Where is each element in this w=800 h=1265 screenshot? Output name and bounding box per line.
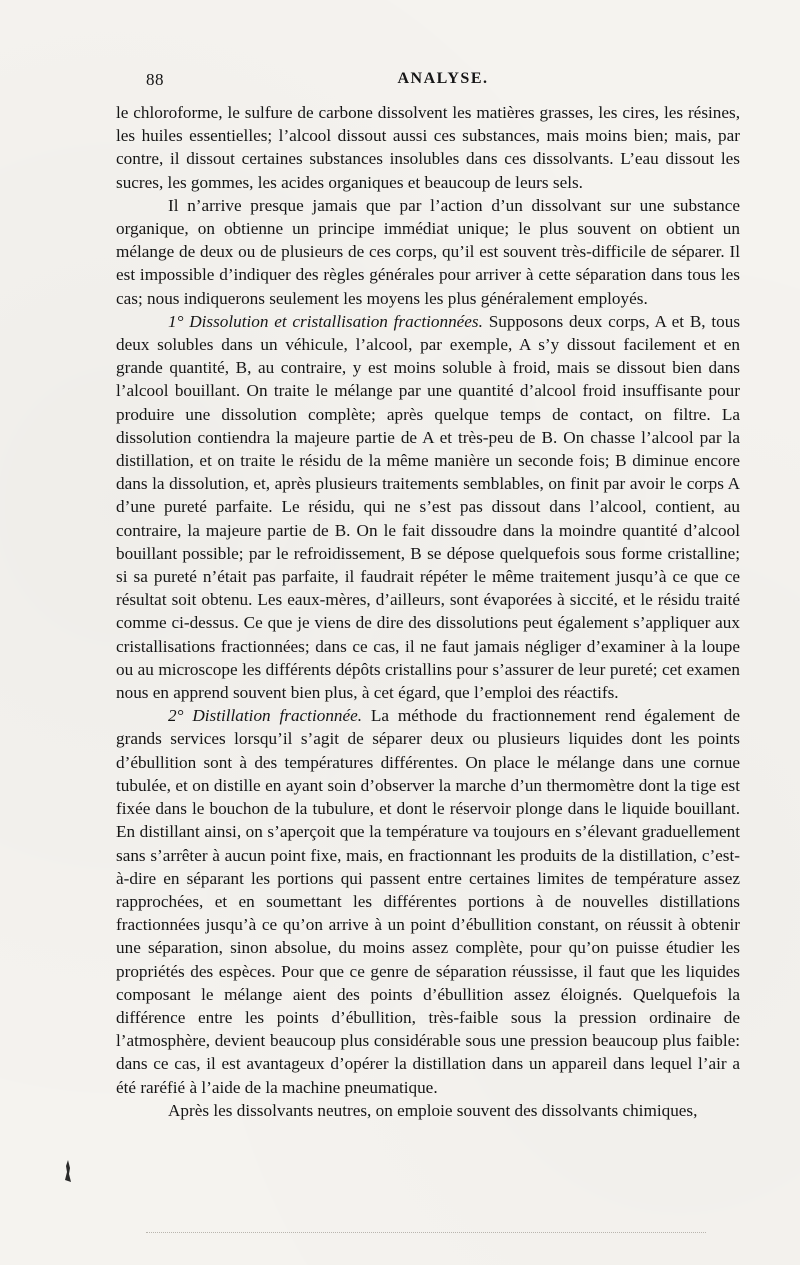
ink-smudge-mark xyxy=(64,1160,72,1182)
paragraph-dissolvents: le chloroforme, le sulfure de carbone dissolvent les matières grasses, les cires, les résines, les huiles essentielles; l’alcool dissout aussi ces substances, mais moins bien; mais, par contre, il dissout certaines substances insolubles dans ces dissolvants. L’eau dissout les sucres, les gommes, les acides organiques et beaucoup de leurs sels. xyxy=(116,103,740,192)
paragraph-separation-intro: Il n’arrive presque jamais que par l’action d’un dissolvant sur une substance organique, on obtienne un principe immédiat unique; le plus souvent on obtient un mélange de deux ou de plusieurs de ces corps, qu’il est souvent très-difficile de séparer. Il est impossible d’indiquer des règles générales pour arriver à cette séparation dans tous les cas; nous indiquerons seulement les moyens les plus généralement employés. xyxy=(116,195,740,308)
body-text xyxy=(116,101,740,1122)
section-dissolution xyxy=(116,310,740,704)
section-distillation-text: La méthode du fractionnement rend également de grands services lorsqu’il s’agit de séparer deux ou plusieurs liquides dont les points d’ébullition sont à des températures différentes. On place le mélange dans une cornue tubulée, et on distille en ayant soin d’observer la marche d’un thermomètre dont la tige est fixée dans le bouchon de la tubulure, et dont le réservoir plonge dans le liquide bouillant. En distillant ainsi, on s’aperçoit que la température va toujours en s’élevant graduellement sans s’arrêter à aucun point fixe, mais, en fractionnant les produits de la distillation, c’est-à-dire en séparant les portions qui passent entre certaines limites de température assez rapprochées, et en soumettant les différentes portions à de nouvelles distillations fractionnées jusqu’à ce qu’on arrive à un point d’ébullition constant, on réussit à obtenir une séparation, sinon absolue, du moins assez complète, pour qu’on puisse étudier les propriétés des espèces. Pour que ce genre de séparation réussisse, il faut que les liquides composant le mélange aient des points d’ébullition assez éloignés. Quelquefois la différence entre les points d’ébullition, très-faible sous la pression ordinaire de l’atmosphère, devient beaucoup plus considérable sous une pression beaucoup plus faible: dans ce cas, il est avantageux d’opérer la distillation dans un appareil dans lequel l’air a été raréfié à l’aide de la machine pneumatique. xyxy=(116,706,740,1097)
section-distillation xyxy=(116,704,740,1098)
paragraph-chemical-dissolvents: Après les dissolvants neutres, on emploie souvent des dissolvants chimiques, xyxy=(168,1100,698,1120)
running-head: ANALYSE. xyxy=(397,70,489,87)
section-dissolution-title: 1° Dissolution et cristallisation fractionnées. xyxy=(168,311,483,331)
bottom-dotted-rule xyxy=(146,1232,706,1233)
section-dissolution-text: Supposons deux corps, A et B, tous deux solubles dans un véhicule, l’alcool, par exemple, A s’y dissout facilement et en grande quantité, B, au contraire, y est moins soluble à froid, mais se dissout bien dans l’alcool bouillant. On traite le mélange par une quantité d’alcool froid insuffisante pour produire une dissolution complète; après quelque temps de contact, on filtre. La dissolution contiendra la majeure partie de A et très-peu de B. On chasse l’alcool par la distillation, et on traite le résidu de la même manière un seconde fois; B diminue encore dans la dissolution, et, après plusieurs traitements semblables, on finit par avoir le corps A d’une pureté parfaite. Le résidu, qui ne s’est pas dissout dans l’alcool, contient, au contraire, la majeure partie de B. On le fait dissoudre dans la moindre quantité d’alcool bouillant possible; par le refroidissement, B se dépose quelquefois sous forme cristalline; si sa pureté n’était pas parfaite, il faudrait répéter le même traitement jusqu’à ce que ce résultat soit obtenu. Les eaux-mères, d’ailleurs, sont évaporées à siccité, et le résidu traité comme ci-dessus. Ce que je viens de dire des dissolutions peut également s’appliquer aux cristallisations fractionnées; dans ce cas, il ne faut jamais négliger d’examiner à la loupe ou au microscope les différents dépôts cristallins pour s’assurer de leur pureté; cet examen nous en apprend souvent bien plus, à cet égard, que l’emploi des réactifs. xyxy=(116,311,741,703)
page-number: 88 xyxy=(146,70,164,89)
section-distillation-title: 2° Distillation fractionnée. xyxy=(168,706,363,726)
page-header xyxy=(146,70,740,94)
